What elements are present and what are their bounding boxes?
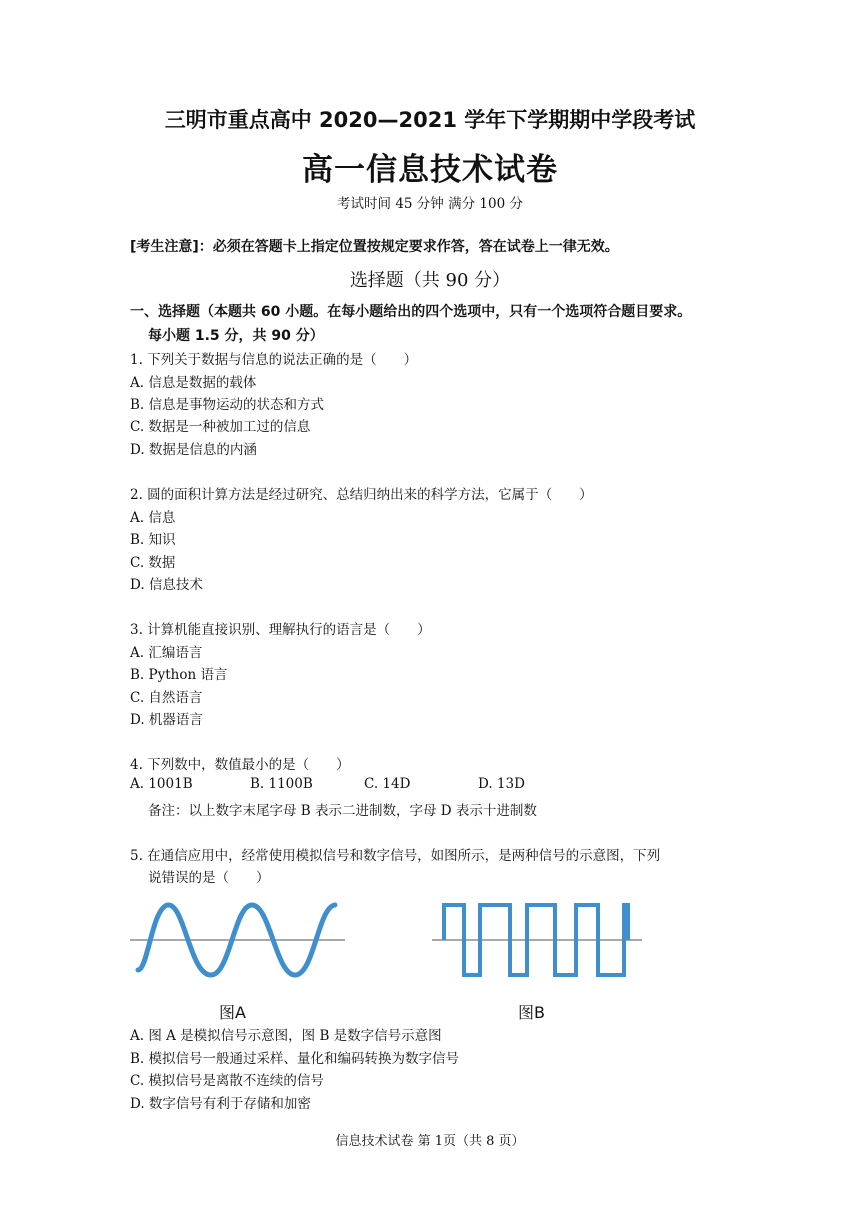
question-5-stem-cont: 说错误的是（ ） <box>148 870 270 886</box>
question-4-note: 备注：以上数字末尾字母 B 表示二进制数，字母 D 表示十进制数 <box>148 803 537 819</box>
exam-info: 考试时间 45 分钟 满分 100 分 <box>337 196 523 212</box>
question-4-option-a: A. 1001B <box>130 776 193 792</box>
question-3-option-a: A. 汇编语言 <box>130 645 203 661</box>
question-2-option-a: A. 信息 <box>130 510 176 526</box>
question-3-stem: 3. 计算机能直接识别、理解执行的语言是（ ） <box>130 622 431 638</box>
question-1-stem: 1. 下列关于数据与信息的说法正确的是（ ） <box>130 352 418 368</box>
paper-title: 高一信息技术试卷 <box>302 152 558 188</box>
question-4-option-d: D. 13D <box>478 776 525 792</box>
question-5-option-a: A. 图 A 是模拟信号示意图，图 B 是数字信号示意图 <box>130 1028 442 1044</box>
question-4-option-c: C. 14D <box>364 776 411 792</box>
question-2-stem: 2. 圆的面积计算方法是经过研究、总结归纳出来的科学方法，它属于（ ） <box>130 487 593 503</box>
question-4-option-b: B. 1100B <box>250 776 313 792</box>
question-5-option-c: C. 模拟信号是离散不连续的信号 <box>130 1073 324 1089</box>
question-2-option-b: B. 知识 <box>130 532 176 548</box>
question-3-option-b: B. Python 语言 <box>130 667 228 683</box>
section-title: 选择题（共 90 分） <box>349 270 511 291</box>
figure-b-caption: 图B <box>518 1003 545 1022</box>
question-1-option-b: B. 信息是事物运动的状态和方式 <box>130 397 325 413</box>
question-5-stem: 5. 在通信应用中，经常使用模拟信号和数字信号，如图所示，是两种信号的示意图，下列 <box>130 848 661 864</box>
figure-a-caption: 图A <box>219 1003 246 1022</box>
digital-signal-figure <box>430 895 645 985</box>
question-4-stem: 4. 下列数中，数值最小的是（ ） <box>130 757 350 773</box>
question-5-option-d: D. 数字信号有利于存储和加密 <box>130 1096 311 1112</box>
page-footer: 信息技术试卷 第 1页（共 8 页） <box>335 1134 525 1149</box>
part-instructions: 一、选择题（本题共 60 小题。在每小题给出的四个选项中，只有一个选项符合题目要求。 <box>130 304 692 320</box>
part-instructions-cont: 每小题 1.5 分，共 90 分） <box>148 328 324 344</box>
question-5-option-b: B. 模拟信号一般通过采样、量化和编码转换为数字信号 <box>130 1051 460 1067</box>
question-3-option-d: D. 机器语言 <box>130 712 203 728</box>
question-1-option-d: D. 数据是信息的内涵 <box>130 442 257 458</box>
question-1-option-c: C. 数据是一种被加工过的信息 <box>130 419 311 435</box>
exam-title: 三明市重点高中 2020—2021 学年下学期期中学段考试 <box>164 108 696 132</box>
question-2-option-d: D. 信息技术 <box>130 577 203 593</box>
question-1-option-a: A. 信息是数据的载体 <box>130 375 257 391</box>
question-3-option-c: C. 自然语言 <box>130 690 203 706</box>
analog-signal-figure <box>130 895 350 985</box>
question-2-option-c: C. 数据 <box>130 555 176 571</box>
notice: [考生注意]：必须在答题卡上指定位置按规定要求作答，答在试卷上一律无效。 <box>130 239 619 255</box>
